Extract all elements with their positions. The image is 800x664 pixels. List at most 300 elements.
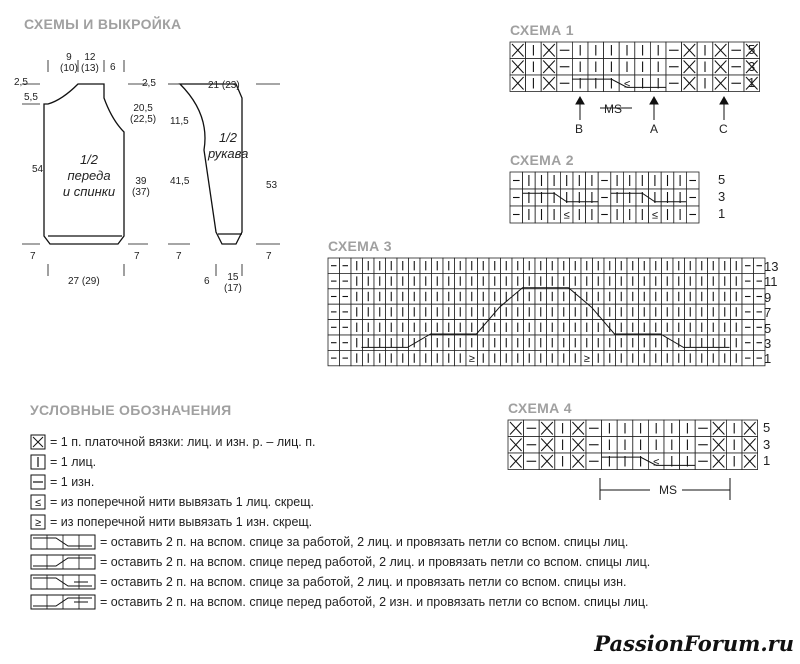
chart-cell [742,453,758,470]
chart-cell [573,206,586,223]
chart-cell [524,304,536,319]
chart-cell [627,350,639,365]
legend-text: = оставить 2 п. на вспом. спице за работой, 2 лиц. и провязать петли со вспом. спицы изн. [100,575,627,589]
chart-cell [560,206,573,223]
chart-cell [501,320,513,335]
chart-cell [386,273,398,288]
chart-cell [489,320,501,335]
chart-cell [636,189,649,206]
chart-cell [695,453,711,470]
dim-top-a: 9 (10) [60,52,78,74]
chart-cell [420,273,432,288]
chart-cell [639,335,651,350]
scheme-1-grid [509,41,761,93]
chart-cell [633,453,649,470]
chart-cell [432,350,444,365]
chart-cell [570,258,582,273]
scheme-1-title: СХЕМА 1 [510,22,574,38]
chart-cell [604,304,616,319]
chart-cell [443,304,455,319]
chart-cell [510,206,523,223]
svg-text:≤: ≤ [651,209,658,222]
legend-text: = оставить 2 п. на вспом. спице перед работой, 2 лиц. и провязать петли со вспом. спицы лиц. [100,555,651,569]
row-number: 1 [748,75,756,90]
chart-cell [455,320,467,335]
chart-cell [328,335,340,350]
svg-text:≥: ≥ [34,517,42,529]
chart-cell [650,42,666,59]
chart-cell [455,289,467,304]
chart-cell [604,289,616,304]
chart-cell [478,304,490,319]
marker-ms-4: MS [659,483,677,497]
legend-item [30,452,96,472]
chart-cell [351,335,363,350]
chart-cell [696,350,708,365]
chart-cell [674,206,687,223]
chart-cell [639,258,651,273]
chart-cell [711,437,727,454]
chart-cell [685,335,697,350]
scheme-1-markers [560,96,760,136]
sleeve-piece-label: 1/2 рукава [208,130,249,161]
chart-cell [650,289,662,304]
chart-cell [708,350,720,365]
chart-cell [673,258,685,273]
chart-cell [340,335,352,350]
chart-cell [731,273,743,288]
chart-cell [340,258,352,273]
chart-cell [524,258,536,273]
chart-cell [586,437,602,454]
svg-text:≤: ≤ [34,497,42,509]
chart-cell [374,289,386,304]
chart-cell [560,172,573,189]
chart-cell [664,453,680,470]
chart-cell [443,289,455,304]
chart-cell [619,59,635,76]
dim-left-25: 2,5 [14,77,28,88]
chart-cell [616,289,628,304]
row-number: 1 [764,351,772,367]
chart-cell [726,420,742,437]
chart-cell [719,273,731,288]
chart-cell [682,42,698,59]
chart-cell [742,273,754,288]
legend-item [30,572,627,592]
chart-cell [374,335,386,350]
chart-cell [623,172,636,189]
chart-cell [726,453,742,470]
chart-cell [547,304,559,319]
chart-cell [581,289,593,304]
chart-cell [649,172,662,189]
dim-rib-left: 7 [30,251,36,262]
chart-cell [611,189,624,206]
chart-cell [508,437,524,454]
chart-cell [708,320,720,335]
chart-cell [524,437,540,454]
chart-cell [420,258,432,273]
chart-cell [328,350,340,365]
chart-cell [742,258,754,273]
scheme-3-title: СХЕМА 3 [328,238,392,254]
chart-cell [555,420,571,437]
chart-cell [697,75,713,92]
chart-cell [547,258,559,273]
chart-cell [611,206,624,223]
chart-cell [661,206,674,223]
dim-sleeve-bottom-a: 6 [204,276,210,287]
chart-cell [363,273,375,288]
chart-cell [697,42,713,59]
chart-cell [627,258,639,273]
row-number: 9 [764,289,772,305]
marker-c: C [719,122,728,136]
chart-cell [558,273,570,288]
chart-cell [409,335,421,350]
dim-sleeve-rib-left: 7 [176,251,182,262]
chart-cell [604,273,616,288]
chart-cell [586,172,599,189]
chart-cell [535,273,547,288]
chart-cell [409,273,421,288]
watermark: PassionForum.ru [594,631,794,656]
chart-cell [489,289,501,304]
chart-cell [649,206,662,223]
chart-cell [443,258,455,273]
chart-cell [662,350,674,365]
row-number: 1 [718,206,726,221]
chart-cell [558,335,570,350]
chart-cell [351,273,363,288]
chart-cell [466,320,478,335]
chart-cell [386,335,398,350]
chart-cell [593,335,605,350]
chart-cell [420,289,432,304]
chart-cell [510,42,526,59]
legend-item [30,532,628,552]
chart-cell [680,420,696,437]
chart-cell [650,320,662,335]
chart-cell [432,304,444,319]
chart-cell [374,273,386,288]
chart-cell [731,350,743,365]
chart-cell [742,437,758,454]
chart-cell [374,258,386,273]
chart-cell [661,172,674,189]
chart-cell [639,304,651,319]
legend-item [30,432,315,452]
legend-item [30,552,650,572]
chart-cell [572,59,588,76]
chart-cell [328,258,340,273]
chart-cell [526,59,542,76]
chart-cell [619,42,635,59]
chart-cell [742,320,754,335]
dim-height: 54 [32,164,44,175]
chart-cell [535,335,547,350]
chart-cell [593,350,605,365]
chart-cell [617,437,633,454]
chart-cell [623,206,636,223]
chart-cell [581,258,593,273]
chart-cell [512,304,524,319]
chart-cell [731,320,743,335]
dim-sleeve-length: 41,5 [170,176,190,187]
chart-cell [617,453,633,470]
chart-cell [455,304,467,319]
chart-cell [731,335,743,350]
chart-cell [666,75,682,92]
chart-cell [662,273,674,288]
chart-cell [386,320,398,335]
chart-cell [649,189,662,206]
chart-cell [432,335,444,350]
chart-cell [573,172,586,189]
chart-cell [636,206,649,223]
chart-cell [686,206,699,223]
chart-cell [524,273,536,288]
chart-cell [547,350,559,365]
chart-cell [526,75,542,92]
chart-cell [680,453,696,470]
chart-cell [328,273,340,288]
chart-cell [696,289,708,304]
chart-cell [673,273,685,288]
chart-cell [695,420,711,437]
chart-cell [570,437,586,454]
stitch-symbol-icon [30,454,46,470]
legend-text: = оставить 2 п. на вспом. спице за работой, 2 лиц. и провязать петли со вспом. спицы лиц. [100,535,629,549]
chart-cell [443,350,455,365]
chart-cell [685,320,697,335]
chart-cell [512,335,524,350]
chart-cell [489,335,501,350]
chart-cell [708,273,720,288]
chart-cell [742,335,754,350]
chart-cell [397,273,409,288]
chart-cell [539,437,555,454]
chart-cell [616,304,628,319]
chart-cell [386,304,398,319]
legend-item [30,592,648,612]
chart-cell [604,335,616,350]
chart-cell [696,258,708,273]
chart-cell [728,59,744,76]
chart-cell [662,289,674,304]
chart-cell [685,273,697,288]
chart-cell [397,335,409,350]
chart-cell [602,437,618,454]
chart-cell [602,420,618,437]
chart-cell [524,289,536,304]
chart-cell [363,258,375,273]
chart-cell [558,304,570,319]
chart-cell [340,273,352,288]
chart-cell [662,335,674,350]
chart-cell [604,350,616,365]
chart-cell [719,320,731,335]
row-number: 3 [763,436,771,452]
chart-cell [443,335,455,350]
chart-cell [539,420,555,437]
dim-sleeve-top: 21 (23) [208,80,240,91]
chart-cell [731,304,743,319]
chart-cell [510,75,526,92]
chart-cell [673,289,685,304]
chart-cell [713,75,729,92]
chart-cell [639,289,651,304]
chart-cell [508,420,524,437]
chart-cell [619,75,635,92]
chart-cell [548,189,561,206]
svg-text:≥: ≥ [583,353,590,366]
legend-text: = 1 лиц. [50,455,97,469]
chart-cell [719,350,731,365]
scheme-3-grid [327,257,766,367]
dim-rib-right: 7 [134,251,140,262]
chart-cell [742,304,754,319]
chart-cell [633,437,649,454]
chart-cell [363,350,375,365]
chart-cell [524,320,536,335]
chart-cell [616,350,628,365]
chart-cell [623,189,636,206]
chart-cell [478,350,490,365]
chart-cell [742,350,754,365]
chart-cell [685,304,697,319]
chart-cell [535,206,548,223]
chart-cell [588,75,604,92]
chart-cell [627,320,639,335]
chart-cell [713,42,729,59]
stitch-symbol-icon [30,514,46,530]
chart-cell [593,304,605,319]
chart-cell [432,320,444,335]
chart-cell [455,258,467,273]
stitch-symbol-icon [30,434,46,450]
chart-cell [523,189,536,206]
chart-cell [662,258,674,273]
legend-item [30,472,94,492]
chart-cell [466,335,478,350]
chart-cell [719,335,731,350]
chart-cell [363,289,375,304]
chart-cell [682,59,698,76]
chart-cell [420,350,432,365]
chart-cell [680,437,696,454]
legend-text: = оставить 2 п. на вспом. спице перед работой, 2 изн. и провязать петли со вспом. спицы лиц. [100,595,649,609]
chart-cell [397,289,409,304]
chart-cell [611,172,624,189]
chart-cell [340,350,352,365]
chart-cell [374,350,386,365]
stitch-symbol-icon [30,474,46,490]
legend-text: = из поперечной нити вывязать 1 изн. скрещ. [50,515,313,529]
chart-cell [570,453,586,470]
chart-cell [616,273,628,288]
chart-cell [635,59,651,76]
chart-cell [598,189,611,206]
chart-cell [581,320,593,335]
chart-cell [586,206,599,223]
page-title: СХЕМЫ И ВЫКРОЙКА [24,16,182,32]
chart-cell [340,289,352,304]
chart-cell [616,258,628,273]
legend-text: = 1 изн. [50,475,95,489]
chart-cell [512,320,524,335]
chart-cell [635,75,651,92]
chart-cell [731,289,743,304]
chart-cell [397,320,409,335]
scheme-4-grid [507,419,759,471]
svg-text:≤: ≤ [563,209,570,222]
scheme-2-title: СХЕМА 2 [510,152,574,168]
chart-cell [510,189,523,206]
chart-cell [685,258,697,273]
legend-item [30,512,312,532]
chart-cell [455,273,467,288]
chart-cell [386,350,398,365]
chart-cell [555,437,571,454]
chart-cell [340,320,352,335]
chart-cell [351,350,363,365]
chart-cell [466,350,478,365]
chart-cell [539,453,555,470]
chart-cell [696,304,708,319]
chart-cell [586,420,602,437]
chart-cell [666,42,682,59]
chart-cell [666,59,682,76]
chart-cell [351,289,363,304]
chart-cell [512,258,524,273]
chart-cell [650,75,666,92]
chart-cell [535,304,547,319]
chart-cell [523,206,536,223]
chart-cell [713,59,729,76]
chart-cell [455,335,467,350]
scheme-2-grid [509,171,700,224]
chart-cell [501,258,513,273]
chart-cell [409,304,421,319]
chart-cell [555,453,571,470]
chart-cell [512,350,524,365]
chart-cell [581,335,593,350]
chart-cell [682,75,698,92]
chart-cell [664,420,680,437]
chart-cell [673,350,685,365]
stitch-symbol-icon [30,494,46,510]
chart-cell [650,350,662,365]
row-number: 5 [763,420,771,435]
legend-item [30,492,314,512]
dim-width: 27 (29) [68,276,100,287]
chart-cell [558,289,570,304]
chart-cell [604,75,620,92]
chart-cell [535,172,548,189]
chart-cell [541,42,557,59]
chart-cell [363,320,375,335]
chart-cell [386,289,398,304]
chart-cell [604,42,620,59]
legend-text: = из поперечной нити вывязать 1 лиц. скрещ. [50,495,314,509]
chart-cell [409,289,421,304]
chart-cell [547,273,559,288]
chart-cell [432,289,444,304]
chart-cell [409,258,421,273]
chart-cell [478,289,490,304]
